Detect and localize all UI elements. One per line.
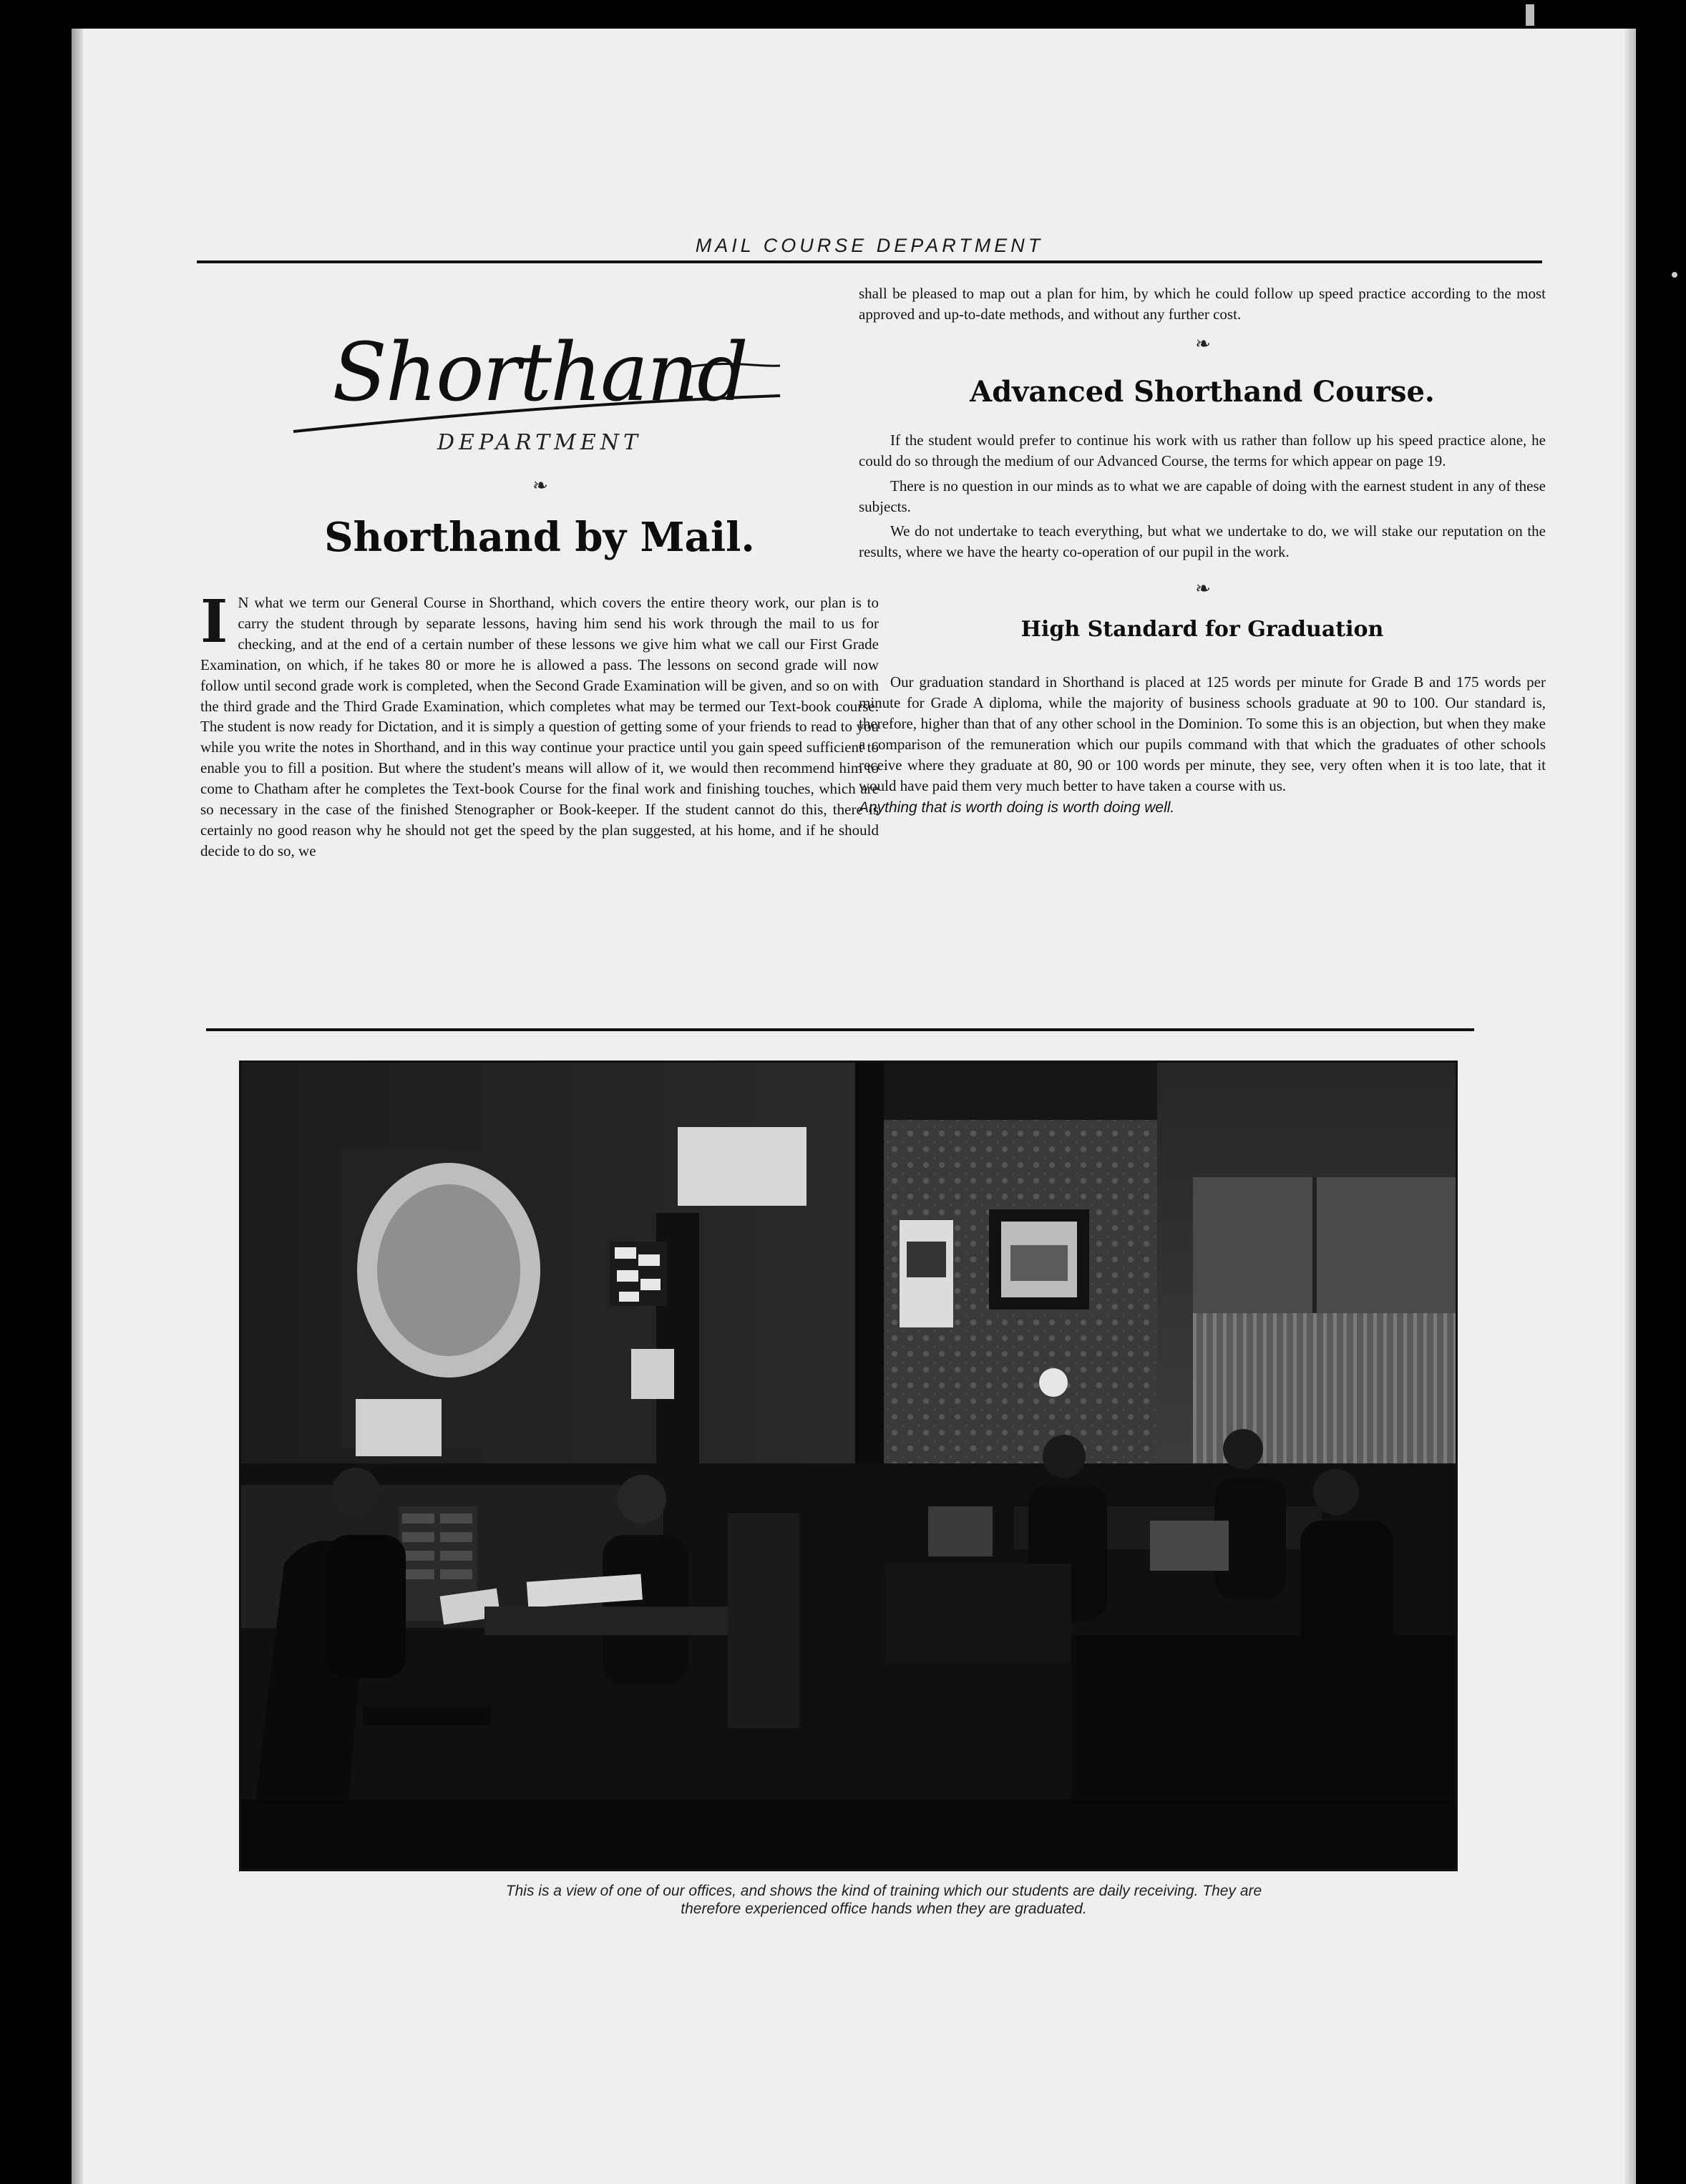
mail-course-body <box>200 588 879 862</box>
scan-speck <box>1526 4 1534 26</box>
ornament-3: ❧ <box>1195 578 1209 600</box>
scan-speck <box>1672 272 1677 278</box>
section-rule <box>206 1028 1474 1031</box>
graduation-paragraph: Our graduation standard in Shorthand is placed at 125 words per minute for Grade B and 175 words per minute for Grade A diploma, while the majority of business schools graduate at 90 to 100. Our standard is, therefore, higher than that of any other school in the Dominion. To some this is an objection, but when they make a comparison of the remuneration which our pupils command with that which the graduates of other schools receive where they graduate at 80, 90 or 100 words per minute, they see, very often when it is too late, that it would have paid them very much better to have taken a course with us. <box>859 673 1546 794</box>
advanced-paragraph-1: If the student would prefer to continue his work with us rather than follow up his speed practice alone, he could do so through the medium of our Advanced Course, the terms for which appear on page 19. <box>859 431 1546 469</box>
advanced-paragraph-3: We do not undertake to teach everything, but what we undertake to do, we will stake our reputation on the results, where we have the hearty co-operation of our pupil in the work. <box>859 522 1546 561</box>
advanced-paragraph-2: There is no question in our minds as to what we are capable of doing with the earnest student in any of these subjects. <box>859 477 1546 515</box>
right-column <box>859 283 1546 1028</box>
script-title <box>200 326 879 419</box>
drop-cap: I <box>200 588 228 656</box>
photo-caption <box>315 1882 1453 1918</box>
caption-line-1: This is a view of one of our offices, and shows the kind of training which our students are daily receiving. They are <box>505 1883 1262 1899</box>
heading-advanced-course: Advanced Shorthand Course. <box>970 374 1435 409</box>
flourish-underline <box>286 360 787 446</box>
department-label: DEPARTMENT <box>437 430 642 455</box>
left-column <box>200 304 879 1034</box>
mail-course-text: N what we term our General Course in Shorthand, which covers the entire theory work, our plan is to carry the student through by separate lessons, having him send his work through the mail to us for checking, and at the end of a certain number of these lessons we give him what we call our First Grade Examination, on which, if he takes 80 or more he is allowed a pass. The lessons on second grade will now follow until second grade work is completed, when the Second Grade Examination will be given, and so on with the third grade and the Third Grade Examination, which completes what may be termed our Text-book course. The student is now ready for Dictation, and it is simply a question of getting some of your friends to read to you while you write the notes in Shorthand, and in this way continue your practice until you gain speed sufficient to enable you to fill a position. But where the student's means will allow of it, we would then recommend him to come to Chatham after he completes the Text-book Course for the final work and finishing touches, which are so necessary in the case of the finished Stenographer or Book-keeper. If the student cannot do this, there is certainly no good reason why he should not get the speed by the plan suggested, at his home, and if he should decide to do so, we <box>200 594 879 859</box>
page-edge <box>1624 29 1636 2184</box>
office-photograph <box>239 1061 1458 1871</box>
running-head: MAIL COURSE DEPARTMENT <box>695 235 1044 256</box>
ornament-1: ❧ <box>532 475 547 496</box>
header-rule <box>197 260 1542 263</box>
heading-high-standard: High Standard for Graduation <box>1020 617 1384 643</box>
continuation-text: shall be pleased to map out a plan for him, by which he could follow up speed practice according to the most approved and up-to-date methods, and without any further cost. <box>859 285 1546 323</box>
magazine-page <box>72 29 1636 2184</box>
heading-shorthand-by-mail: Shorthand by Mail. <box>324 514 755 561</box>
caption-line-2: therefore experienced office hands when they are graduated. <box>681 1901 1087 1917</box>
ornament-2: ❧ <box>1195 333 1209 354</box>
binding-gutter <box>72 29 83 2184</box>
script-title-text: Shorthand <box>332 326 747 419</box>
motto: Anything that is worth doing is worth doing well. <box>859 799 1175 816</box>
